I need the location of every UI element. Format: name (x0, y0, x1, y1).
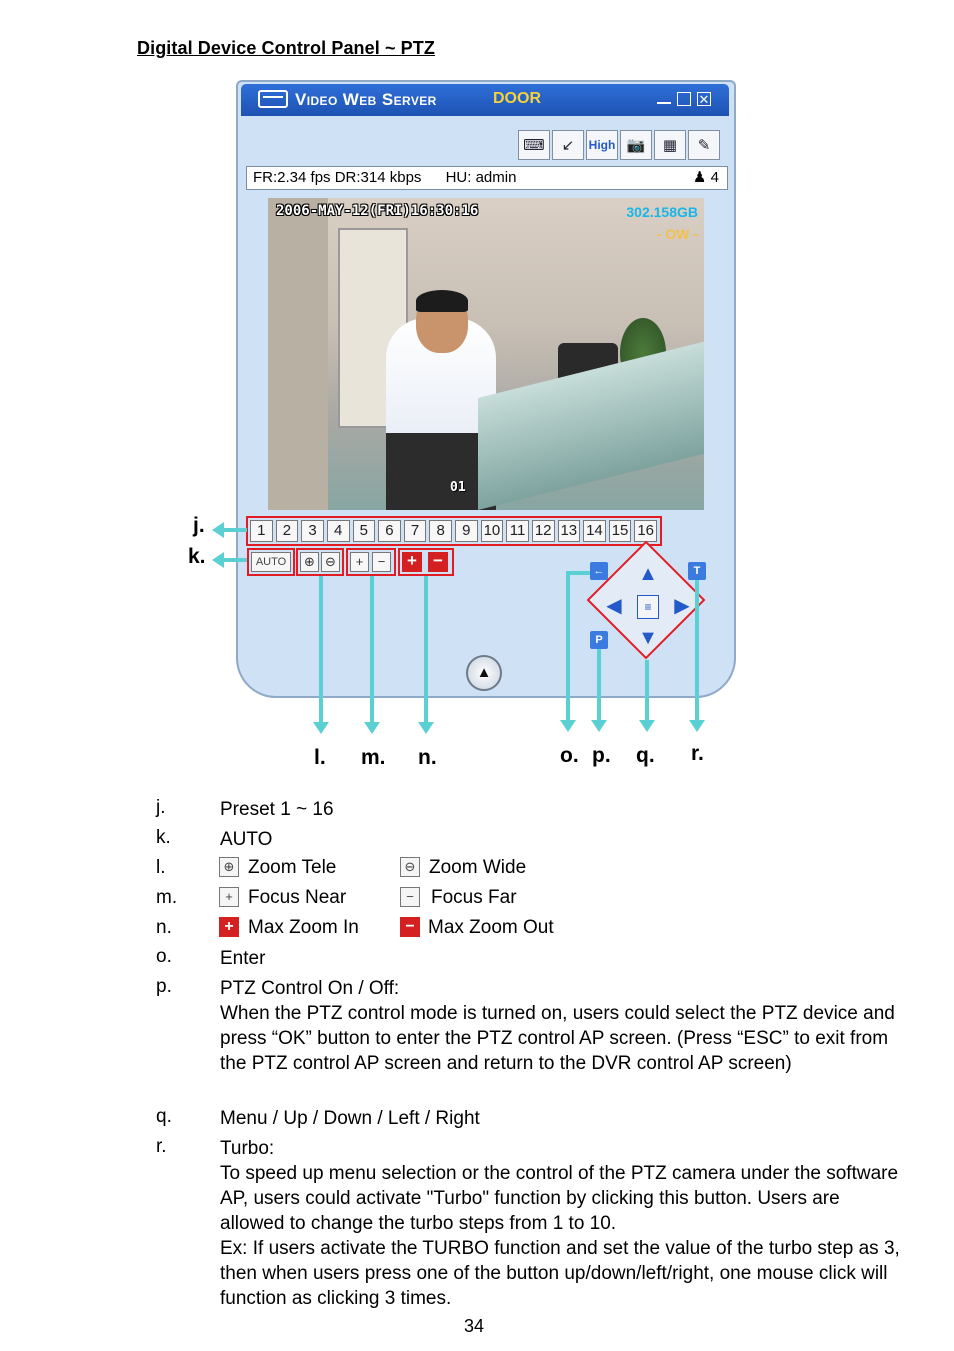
page-number: 34 (464, 1316, 485, 1336)
callout-line (222, 528, 247, 532)
legend-text: Menu / Up / Down / Left / Right (220, 1108, 480, 1129)
app-logo-icon (258, 90, 288, 108)
callout-line (597, 649, 601, 721)
legend-key: l. (156, 857, 166, 878)
minimize-icon[interactable] (657, 92, 671, 104)
video-scene (416, 290, 468, 312)
preset-button[interactable]: 1 (250, 520, 273, 542)
legend-title: PTZ Control On / Off: (220, 978, 400, 999)
callout-l: l. (314, 746, 326, 769)
preset-button[interactable]: 9 (455, 520, 478, 542)
callout-p: p. (592, 744, 611, 767)
preset-button[interactable]: 13 (558, 520, 581, 542)
ptz-button[interactable]: P (590, 631, 608, 649)
legend-key: r. (156, 1136, 167, 1157)
callout-arrow (689, 720, 705, 732)
user-icon: ♟ (693, 169, 707, 186)
callout-m: m. (361, 746, 386, 769)
disk-space: 302.158GB (626, 204, 698, 220)
legend-text: Enter (220, 948, 266, 969)
legend-key: j. (156, 797, 166, 818)
preset-button[interactable]: 8 (429, 520, 452, 542)
auto-button[interactable]: AUTO (251, 552, 291, 572)
max-zoom-out-button[interactable]: − (428, 552, 448, 572)
callout-arrow (591, 720, 607, 732)
legend-body: When the PTZ control mode is turned on, users could select the PTZ device and press “OK” button to enter the PTZ control AP screen. (Press “ESC” to exit from the PTZ control AP screen and return to the DVR control AP screen) (220, 1003, 895, 1074)
preset-button[interactable]: 14 (583, 520, 606, 542)
callout-arrow (212, 552, 224, 568)
focus-far-icon: − (400, 887, 420, 907)
preset-button[interactable]: 4 (327, 520, 350, 542)
record-mode: - OW - (656, 226, 698, 242)
preset-button[interactable]: 5 (353, 520, 376, 542)
down-arrow-icon[interactable]: ▼ (638, 627, 658, 649)
close-icon[interactable]: ✕ (698, 92, 710, 107)
callout-arrow (418, 722, 434, 734)
callout-arrow (639, 720, 655, 732)
zoom-tele-icon: ⊕ (219, 857, 239, 877)
video-timestamp: 2006-MAY-12(FRI)16:30:16 (276, 203, 479, 219)
callout-line (645, 660, 649, 721)
legend-text: Max Zoom Out (428, 917, 554, 938)
callout-line (424, 576, 428, 724)
channel-name: DOOR (493, 90, 541, 107)
legend-title: Turbo: (220, 1138, 275, 1159)
legend-text: Zoom Tele (248, 857, 337, 878)
callout-arrow (364, 722, 380, 734)
video-feed[interactable] (268, 198, 704, 510)
settings-icon[interactable]: ✎ (688, 130, 720, 160)
callout-line (566, 571, 570, 721)
callout-line (222, 558, 247, 562)
callout-line (695, 580, 699, 721)
status-bar (246, 166, 728, 190)
focus-near-button[interactable]: + (350, 552, 369, 572)
legend-text: AUTO (220, 829, 273, 850)
user-text: HU: admin (445, 169, 517, 186)
legend-key: k. (156, 827, 171, 848)
app-title: Video Web Server (295, 90, 437, 109)
callout-arrow (212, 522, 224, 538)
legend-text: Max Zoom In (248, 917, 359, 938)
preset-button[interactable]: 2 (276, 520, 299, 542)
eject-button[interactable]: ▲ (466, 655, 502, 691)
preset-button[interactable]: 16 (634, 520, 657, 542)
camera-icon[interactable]: 📷 (620, 130, 652, 160)
callout-q: q. (636, 744, 655, 767)
zoom-wide-button[interactable]: ⊖ (321, 552, 340, 572)
callout-line (370, 576, 374, 724)
focus-near-icon: + (219, 887, 239, 907)
legend-body: Ex: If users activate the TURBO function and set the value of the turbo step as 3, then when users press one of the button up/down/left/right, one mouse click will function as clicking 3 times. (220, 1238, 900, 1309)
max-zoom-in-button[interactable]: + (402, 552, 422, 572)
preset-button[interactable]: 12 (532, 520, 555, 542)
legend-text: Focus Near (248, 887, 347, 908)
callout-k: k. (188, 545, 206, 568)
legend-key: p. (156, 976, 172, 997)
max-zoom-out-icon: − (400, 917, 420, 937)
up-arrow-icon[interactable]: ▲ (638, 563, 658, 585)
zoom-tele-button[interactable]: ⊕ (300, 552, 319, 572)
preset-button[interactable]: 11 (506, 520, 529, 542)
left-arrow-icon[interactable]: ◀ (606, 595, 622, 617)
legend-key: m. (156, 887, 178, 908)
zoom-wide-icon: ⊖ (400, 857, 420, 877)
legend-text: Zoom Wide (429, 857, 527, 878)
legend-key: n. (156, 917, 172, 938)
legend-text: Preset 1 ~ 16 (220, 799, 334, 820)
video-scene (268, 198, 328, 510)
menu-button[interactable]: ≡ (637, 595, 659, 619)
quality-button[interactable]: High (586, 130, 618, 160)
preset-button[interactable]: 6 (378, 520, 401, 542)
callout-o: o. (560, 744, 579, 767)
legend-text (220, 976, 910, 1076)
legend-key: o. (156, 946, 172, 967)
legend-text (220, 1136, 910, 1311)
preset-button[interactable]: 10 (481, 520, 504, 542)
legend-body: To speed up menu selection or the control of the PTZ camera under the software AP, users could activate "Turbo" function by clicking this button. Users are allowed to change the turbo steps from 1 to 10. (220, 1163, 899, 1234)
callout-j: j. (193, 514, 205, 537)
network-icon[interactable]: ⌨ (518, 130, 550, 160)
focus-far-button[interactable]: − (372, 552, 391, 572)
camera-number: 01 (450, 480, 466, 495)
preset-row (246, 516, 662, 546)
callout-r: r. (691, 742, 704, 765)
right-arrow-icon[interactable]: ▶ (674, 595, 690, 617)
user-count: ♟ 4 (693, 169, 719, 186)
callout-n: n. (418, 746, 437, 769)
turbo-button[interactable]: T (688, 562, 706, 580)
preset-button[interactable]: 7 (404, 520, 427, 542)
callout-arrow (313, 722, 329, 734)
callout-line (319, 576, 323, 724)
preset-button[interactable]: 3 (301, 520, 324, 542)
page-heading: Digital Device Control Panel ~ PTZ (137, 38, 435, 58)
film-icon[interactable]: ▦ (654, 130, 686, 160)
legend-text: Focus Far (431, 887, 517, 908)
minimize-view-icon[interactable]: ↙ (552, 130, 584, 160)
maximize-icon[interactable] (677, 92, 691, 106)
callout-arrow (560, 720, 576, 732)
max-zoom-in-icon: + (219, 917, 239, 937)
legend-key: q. (156, 1106, 172, 1127)
frame-rate-text: FR:2.34 fps DR:314 kbps (253, 169, 422, 186)
enter-button[interactable]: ← (590, 562, 608, 580)
preset-button[interactable]: 15 (609, 520, 632, 542)
